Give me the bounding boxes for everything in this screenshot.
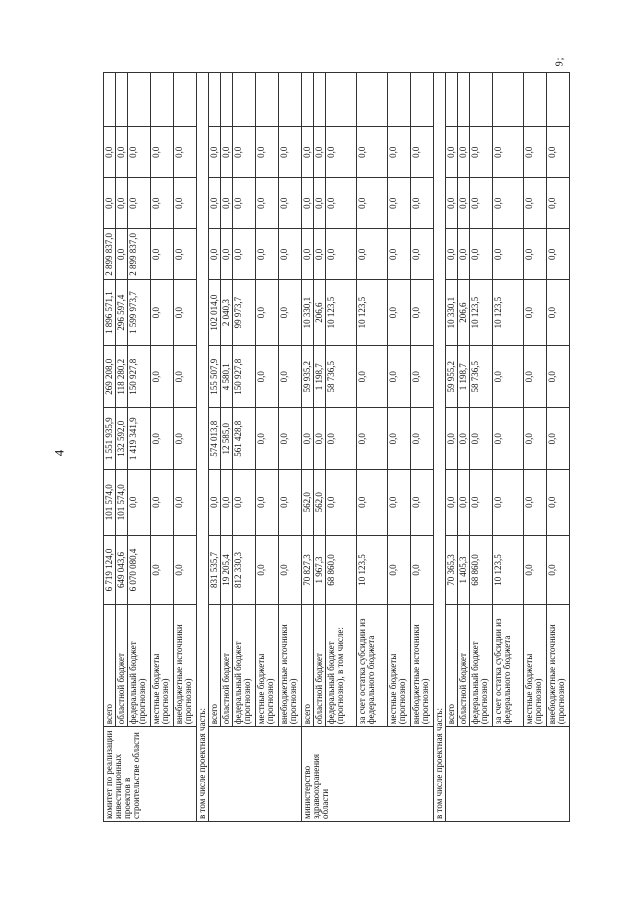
value-cell: 0,0 xyxy=(493,345,524,408)
value-cell: 118 280,2 xyxy=(116,345,128,408)
value-cell: 0,0 xyxy=(547,535,570,605)
source-label: местные бюджеты (прогнозно) xyxy=(388,605,411,727)
value-cell: 0,0 xyxy=(104,127,116,178)
value-cell: 0,0 xyxy=(470,469,493,535)
source-label: за счет остатка субсидии из федерального бюджета xyxy=(357,605,388,727)
value-cell: 10 123,5 xyxy=(357,535,388,605)
value-cell: 10 123,5 xyxy=(326,280,357,346)
value-cell: 0,0 xyxy=(233,127,256,178)
value-cell: 132 592,0 xyxy=(116,408,128,469)
blank-cell xyxy=(151,73,174,127)
value-cell: 4 580,1 xyxy=(221,345,233,408)
value-cell: 0,0 xyxy=(411,535,434,605)
value-cell: 10 123,5 xyxy=(493,535,524,605)
value-cell: 2 899 837,0 xyxy=(128,229,151,280)
value-cell: 0,0 xyxy=(493,229,524,280)
value-cell: 574 013,8 xyxy=(209,408,221,469)
value-cell: 0,0 xyxy=(116,178,128,229)
source-label: всего xyxy=(302,605,314,727)
value-cell: 1 551 935,9 xyxy=(104,408,116,469)
value-cell: 0,0 xyxy=(279,469,302,535)
value-cell: 0,0 xyxy=(209,127,221,178)
value-cell: 0,0 xyxy=(221,127,233,178)
value-cell: 0,0 xyxy=(314,127,326,178)
value-cell: 0,0 xyxy=(411,408,434,469)
value-cell: 0,0 xyxy=(314,178,326,229)
value-cell: 0,0 xyxy=(388,408,411,469)
value-cell: 70 365,3 xyxy=(446,535,458,605)
source-label: областной бюджет xyxy=(314,605,326,727)
value-cell: 150 927,8 xyxy=(233,345,256,408)
value-cell: 2 899 837,0 xyxy=(104,229,116,280)
table-row xyxy=(104,73,116,822)
value-cell: 0,0 xyxy=(151,127,174,178)
blank-cell xyxy=(458,73,470,127)
value-cell: 0,0 xyxy=(388,469,411,535)
blank-cell xyxy=(279,73,302,127)
value-cell: 0,0 xyxy=(233,178,256,229)
value-cell: 101 574,0 xyxy=(116,469,128,535)
value-cell: 0,0 xyxy=(279,280,302,346)
source-label: областной бюджет xyxy=(116,605,128,727)
source-label: всего xyxy=(446,605,458,727)
value-cell: 0,0 xyxy=(458,178,470,229)
table-row xyxy=(151,73,174,822)
blank-cell xyxy=(233,73,256,127)
value-cell: 0,0 xyxy=(302,178,314,229)
value-cell: 0,0 xyxy=(547,229,570,280)
value-cell: 0,0 xyxy=(470,178,493,229)
source-label: внебюджетные источники (прогнозно) xyxy=(174,605,197,727)
org-cell xyxy=(446,727,570,822)
value-cell: 206,6 xyxy=(314,280,326,346)
value-cell: 0,0 xyxy=(151,408,174,469)
value-cell: 0,0 xyxy=(256,408,279,469)
table-row xyxy=(233,73,256,822)
blank-cell xyxy=(493,73,524,127)
value-cell: 0,0 xyxy=(279,178,302,229)
table-row xyxy=(547,73,570,822)
value-cell: 0,0 xyxy=(174,127,197,178)
budget-table xyxy=(103,72,570,822)
value-cell: 0,0 xyxy=(357,408,388,469)
value-cell: 0,0 xyxy=(357,178,388,229)
source-label: областной бюджет xyxy=(458,605,470,727)
value-cell: 0,0 xyxy=(151,535,174,605)
value-cell: 10 330,1 xyxy=(446,280,458,346)
value-cell: 0,0 xyxy=(104,178,116,229)
blank-cell xyxy=(209,73,221,127)
value-cell: 0,0 xyxy=(547,178,570,229)
value-cell: 0,0 xyxy=(411,127,434,178)
table-row xyxy=(174,73,197,822)
blank-cell xyxy=(357,73,388,127)
value-cell: 0,0 xyxy=(411,229,434,280)
value-cell: 0,0 xyxy=(279,408,302,469)
section-label: в том числе проектная часть: xyxy=(197,73,209,822)
value-cell: 0,0 xyxy=(547,408,570,469)
blank-cell xyxy=(314,73,326,127)
blank-cell xyxy=(547,73,570,127)
value-cell: 0,0 xyxy=(279,345,302,408)
value-cell: 10 330,1 xyxy=(302,280,314,346)
value-cell: 0,0 xyxy=(446,469,458,535)
value-cell: 0,0 xyxy=(446,229,458,280)
table-row xyxy=(302,73,314,822)
value-cell: 0,0 xyxy=(524,178,547,229)
value-cell: 10 123,5 xyxy=(493,280,524,346)
value-cell: 1 967,3 xyxy=(314,535,326,605)
page-number: 4 xyxy=(51,449,67,457)
value-cell: 0,0 xyxy=(174,280,197,346)
source-label: внебюджетные источники (прогнозно) xyxy=(411,605,434,727)
value-cell: 59 935,2 xyxy=(302,345,314,408)
value-cell: 0,0 xyxy=(174,178,197,229)
value-cell: 0,0 xyxy=(128,127,151,178)
source-label: за счет остатка субсидии из федерального бюджета xyxy=(493,605,524,727)
value-cell: 99 973,7 xyxy=(233,280,256,346)
value-cell: 0,0 xyxy=(524,127,547,178)
value-cell: 269 208,0 xyxy=(104,345,116,408)
table-row xyxy=(411,73,434,822)
table-row xyxy=(470,73,493,822)
corner-mark: 9; xyxy=(554,56,566,67)
value-cell: 0,0 xyxy=(388,178,411,229)
blank-cell xyxy=(174,73,197,127)
value-cell: 10 123,5 xyxy=(357,280,388,346)
value-cell: 0,0 xyxy=(209,229,221,280)
blank-cell xyxy=(302,73,314,127)
value-cell: 0,0 xyxy=(128,469,151,535)
value-cell: 0,0 xyxy=(221,229,233,280)
document-sheet xyxy=(103,72,566,822)
value-cell: 812 330,3 xyxy=(233,535,256,605)
value-cell: 1 198,7 xyxy=(458,345,470,408)
value-cell: 0,0 xyxy=(547,280,570,346)
table-row xyxy=(326,73,357,822)
value-cell: 0,0 xyxy=(388,345,411,408)
blank-cell xyxy=(104,73,116,127)
value-cell: 70 827,3 xyxy=(302,535,314,605)
value-cell: 0,0 xyxy=(388,127,411,178)
value-cell: 0,0 xyxy=(326,229,357,280)
value-cell: 0,0 xyxy=(256,127,279,178)
value-cell: 0,0 xyxy=(326,408,357,469)
blank-cell xyxy=(411,73,434,127)
value-cell: 0,0 xyxy=(326,127,357,178)
value-cell: 649 043,6 xyxy=(116,535,128,605)
value-cell: 0,0 xyxy=(302,127,314,178)
value-cell: 0,0 xyxy=(279,535,302,605)
value-cell: 206,6 xyxy=(458,280,470,346)
value-cell: 0,0 xyxy=(128,178,151,229)
source-label: внебюджетные источники (прогнозно) xyxy=(547,605,570,727)
blank-cell xyxy=(221,73,233,127)
source-label: местные бюджеты (прогнозно) xyxy=(256,605,279,727)
value-cell: 0,0 xyxy=(151,229,174,280)
value-cell: 1 405,3 xyxy=(458,535,470,605)
blank-cell xyxy=(470,73,493,127)
table-row xyxy=(446,73,458,822)
source-label: всего xyxy=(209,605,221,727)
value-cell: 0,0 xyxy=(326,178,357,229)
table-row xyxy=(209,73,221,822)
value-cell: 0,0 xyxy=(493,408,524,469)
value-cell: 0,0 xyxy=(458,408,470,469)
blank-cell xyxy=(128,73,151,127)
value-cell: 102 014,0 xyxy=(209,280,221,346)
value-cell: 0,0 xyxy=(209,178,221,229)
value-cell: 1 599 973,7 xyxy=(128,280,151,346)
value-cell: 0,0 xyxy=(524,469,547,535)
value-cell: 0,0 xyxy=(174,535,197,605)
blank-cell xyxy=(524,73,547,127)
value-cell: 0,0 xyxy=(174,469,197,535)
value-cell: 0,0 xyxy=(547,345,570,408)
value-cell: 0,0 xyxy=(446,408,458,469)
value-cell: 0,0 xyxy=(256,469,279,535)
value-cell: 1 896 571,1 xyxy=(104,280,116,346)
value-cell: 0,0 xyxy=(221,178,233,229)
value-cell: 0,0 xyxy=(493,178,524,229)
value-cell: 0,0 xyxy=(279,127,302,178)
table-row xyxy=(357,73,388,822)
value-cell: 0,0 xyxy=(458,127,470,178)
value-cell: 101 574,0 xyxy=(104,469,116,535)
section-row xyxy=(434,73,446,822)
table-row xyxy=(524,73,547,822)
section-row xyxy=(197,73,209,822)
value-cell: 0,0 xyxy=(547,127,570,178)
value-cell: 0,0 xyxy=(233,469,256,535)
value-cell: 0,0 xyxy=(256,535,279,605)
value-cell: 0,0 xyxy=(256,178,279,229)
table-row xyxy=(493,73,524,822)
value-cell: 0,0 xyxy=(151,178,174,229)
value-cell: 0,0 xyxy=(411,345,434,408)
value-cell: 10 123,5 xyxy=(470,280,493,346)
value-cell: 0,0 xyxy=(470,127,493,178)
value-cell: 0,0 xyxy=(151,469,174,535)
value-cell: 0,0 xyxy=(279,229,302,280)
value-cell: 0,0 xyxy=(446,178,458,229)
source-label: федеральный бюджет (прогнозно) xyxy=(233,605,256,727)
value-cell: 0,0 xyxy=(411,280,434,346)
value-cell: 0,0 xyxy=(221,469,233,535)
value-cell: 0,0 xyxy=(524,229,547,280)
value-cell: 6 070 080,4 xyxy=(128,535,151,605)
value-cell: 562,0 xyxy=(314,469,326,535)
value-cell: 0,0 xyxy=(524,345,547,408)
value-cell: 0,0 xyxy=(116,229,128,280)
value-cell: 0,0 xyxy=(524,408,547,469)
value-cell: 0,0 xyxy=(174,229,197,280)
value-cell: 0,0 xyxy=(174,345,197,408)
value-cell: 831 535,7 xyxy=(209,535,221,605)
value-cell: 0,0 xyxy=(493,469,524,535)
value-cell: 150 927,8 xyxy=(128,345,151,408)
table-row xyxy=(221,73,233,822)
value-cell: 59 955,2 xyxy=(446,345,458,408)
blank-cell xyxy=(388,73,411,127)
source-label: федеральный бюджет (прогнозно) xyxy=(470,605,493,727)
value-cell: 0,0 xyxy=(151,345,174,408)
source-label: всего xyxy=(104,605,116,727)
value-cell: 0,0 xyxy=(470,229,493,280)
value-cell: 1 198,7 xyxy=(314,345,326,408)
value-cell: 58 736,5 xyxy=(470,345,493,408)
value-cell: 561 428,8 xyxy=(233,408,256,469)
value-cell: 296 597,4 xyxy=(116,280,128,346)
value-cell: 0,0 xyxy=(302,408,314,469)
value-cell: 0,0 xyxy=(302,229,314,280)
value-cell: 562,0 xyxy=(302,469,314,535)
value-cell: 0,0 xyxy=(357,127,388,178)
value-cell: 0,0 xyxy=(411,469,434,535)
value-cell: 19 205,4 xyxy=(221,535,233,605)
value-cell: 0,0 xyxy=(209,469,221,535)
source-label: внебюджетные источники (прогнозно) xyxy=(279,605,302,727)
value-cell: 0,0 xyxy=(547,469,570,535)
value-cell: 58 736,5 xyxy=(326,345,357,408)
source-label: местные бюджеты (прогнозно) xyxy=(524,605,547,727)
table-row xyxy=(388,73,411,822)
source-label: областной бюджет xyxy=(221,605,233,727)
table-row xyxy=(116,73,128,822)
table-row xyxy=(128,73,151,822)
value-cell: 0,0 xyxy=(388,229,411,280)
blank-cell xyxy=(256,73,279,127)
value-cell: 0,0 xyxy=(151,280,174,346)
value-cell: 0,0 xyxy=(470,408,493,469)
value-cell: 0,0 xyxy=(326,469,357,535)
org-cell: министерство здравоохранения области xyxy=(302,727,434,822)
table-row xyxy=(256,73,279,822)
value-cell: 0,0 xyxy=(116,127,128,178)
value-cell: 0,0 xyxy=(256,280,279,346)
source-label: местные бюджеты (прогнозно) xyxy=(151,605,174,727)
table-row xyxy=(314,73,326,822)
value-cell: 0,0 xyxy=(458,469,470,535)
value-cell: 0,0 xyxy=(458,229,470,280)
value-cell: 0,0 xyxy=(174,408,197,469)
value-cell: 0,0 xyxy=(524,280,547,346)
rotated-table-wrapper xyxy=(103,72,566,822)
value-cell: 0,0 xyxy=(256,229,279,280)
blank-cell xyxy=(116,73,128,127)
blank-cell xyxy=(326,73,357,127)
value-cell: 0,0 xyxy=(256,345,279,408)
org-cell xyxy=(209,727,302,822)
section-label: в том числе проектная часть: xyxy=(434,73,446,822)
source-label: федеральный бюджет (прогнозно), в том числе: xyxy=(326,605,357,727)
blank-cell xyxy=(446,73,458,127)
value-cell: 0,0 xyxy=(357,469,388,535)
value-cell: 0,0 xyxy=(446,127,458,178)
value-cell: 0,0 xyxy=(314,408,326,469)
value-cell: 0,0 xyxy=(314,229,326,280)
source-label: федеральный бюджет (прогнозно) xyxy=(128,605,151,727)
value-cell: 2 040,3 xyxy=(221,280,233,346)
value-cell: 155 507,9 xyxy=(209,345,221,408)
value-cell: 0,0 xyxy=(233,229,256,280)
value-cell: 0,0 xyxy=(357,229,388,280)
org-cell: комитет по реализации инвестиционных проектов в строительстве области xyxy=(104,727,197,822)
value-cell: 0,0 xyxy=(493,127,524,178)
value-cell: 68 860,0 xyxy=(470,535,493,605)
value-cell: 6 719 124,0 xyxy=(104,535,116,605)
value-cell: 12 585,0 xyxy=(221,408,233,469)
value-cell: 68 860,0 xyxy=(326,535,357,605)
value-cell: 0,0 xyxy=(357,345,388,408)
value-cell: 0,0 xyxy=(388,280,411,346)
table-row xyxy=(458,73,470,822)
table-row xyxy=(279,73,302,822)
value-cell: 1 419 341,9 xyxy=(128,408,151,469)
value-cell: 0,0 xyxy=(524,535,547,605)
value-cell: 0,0 xyxy=(411,178,434,229)
value-cell: 0,0 xyxy=(388,535,411,605)
